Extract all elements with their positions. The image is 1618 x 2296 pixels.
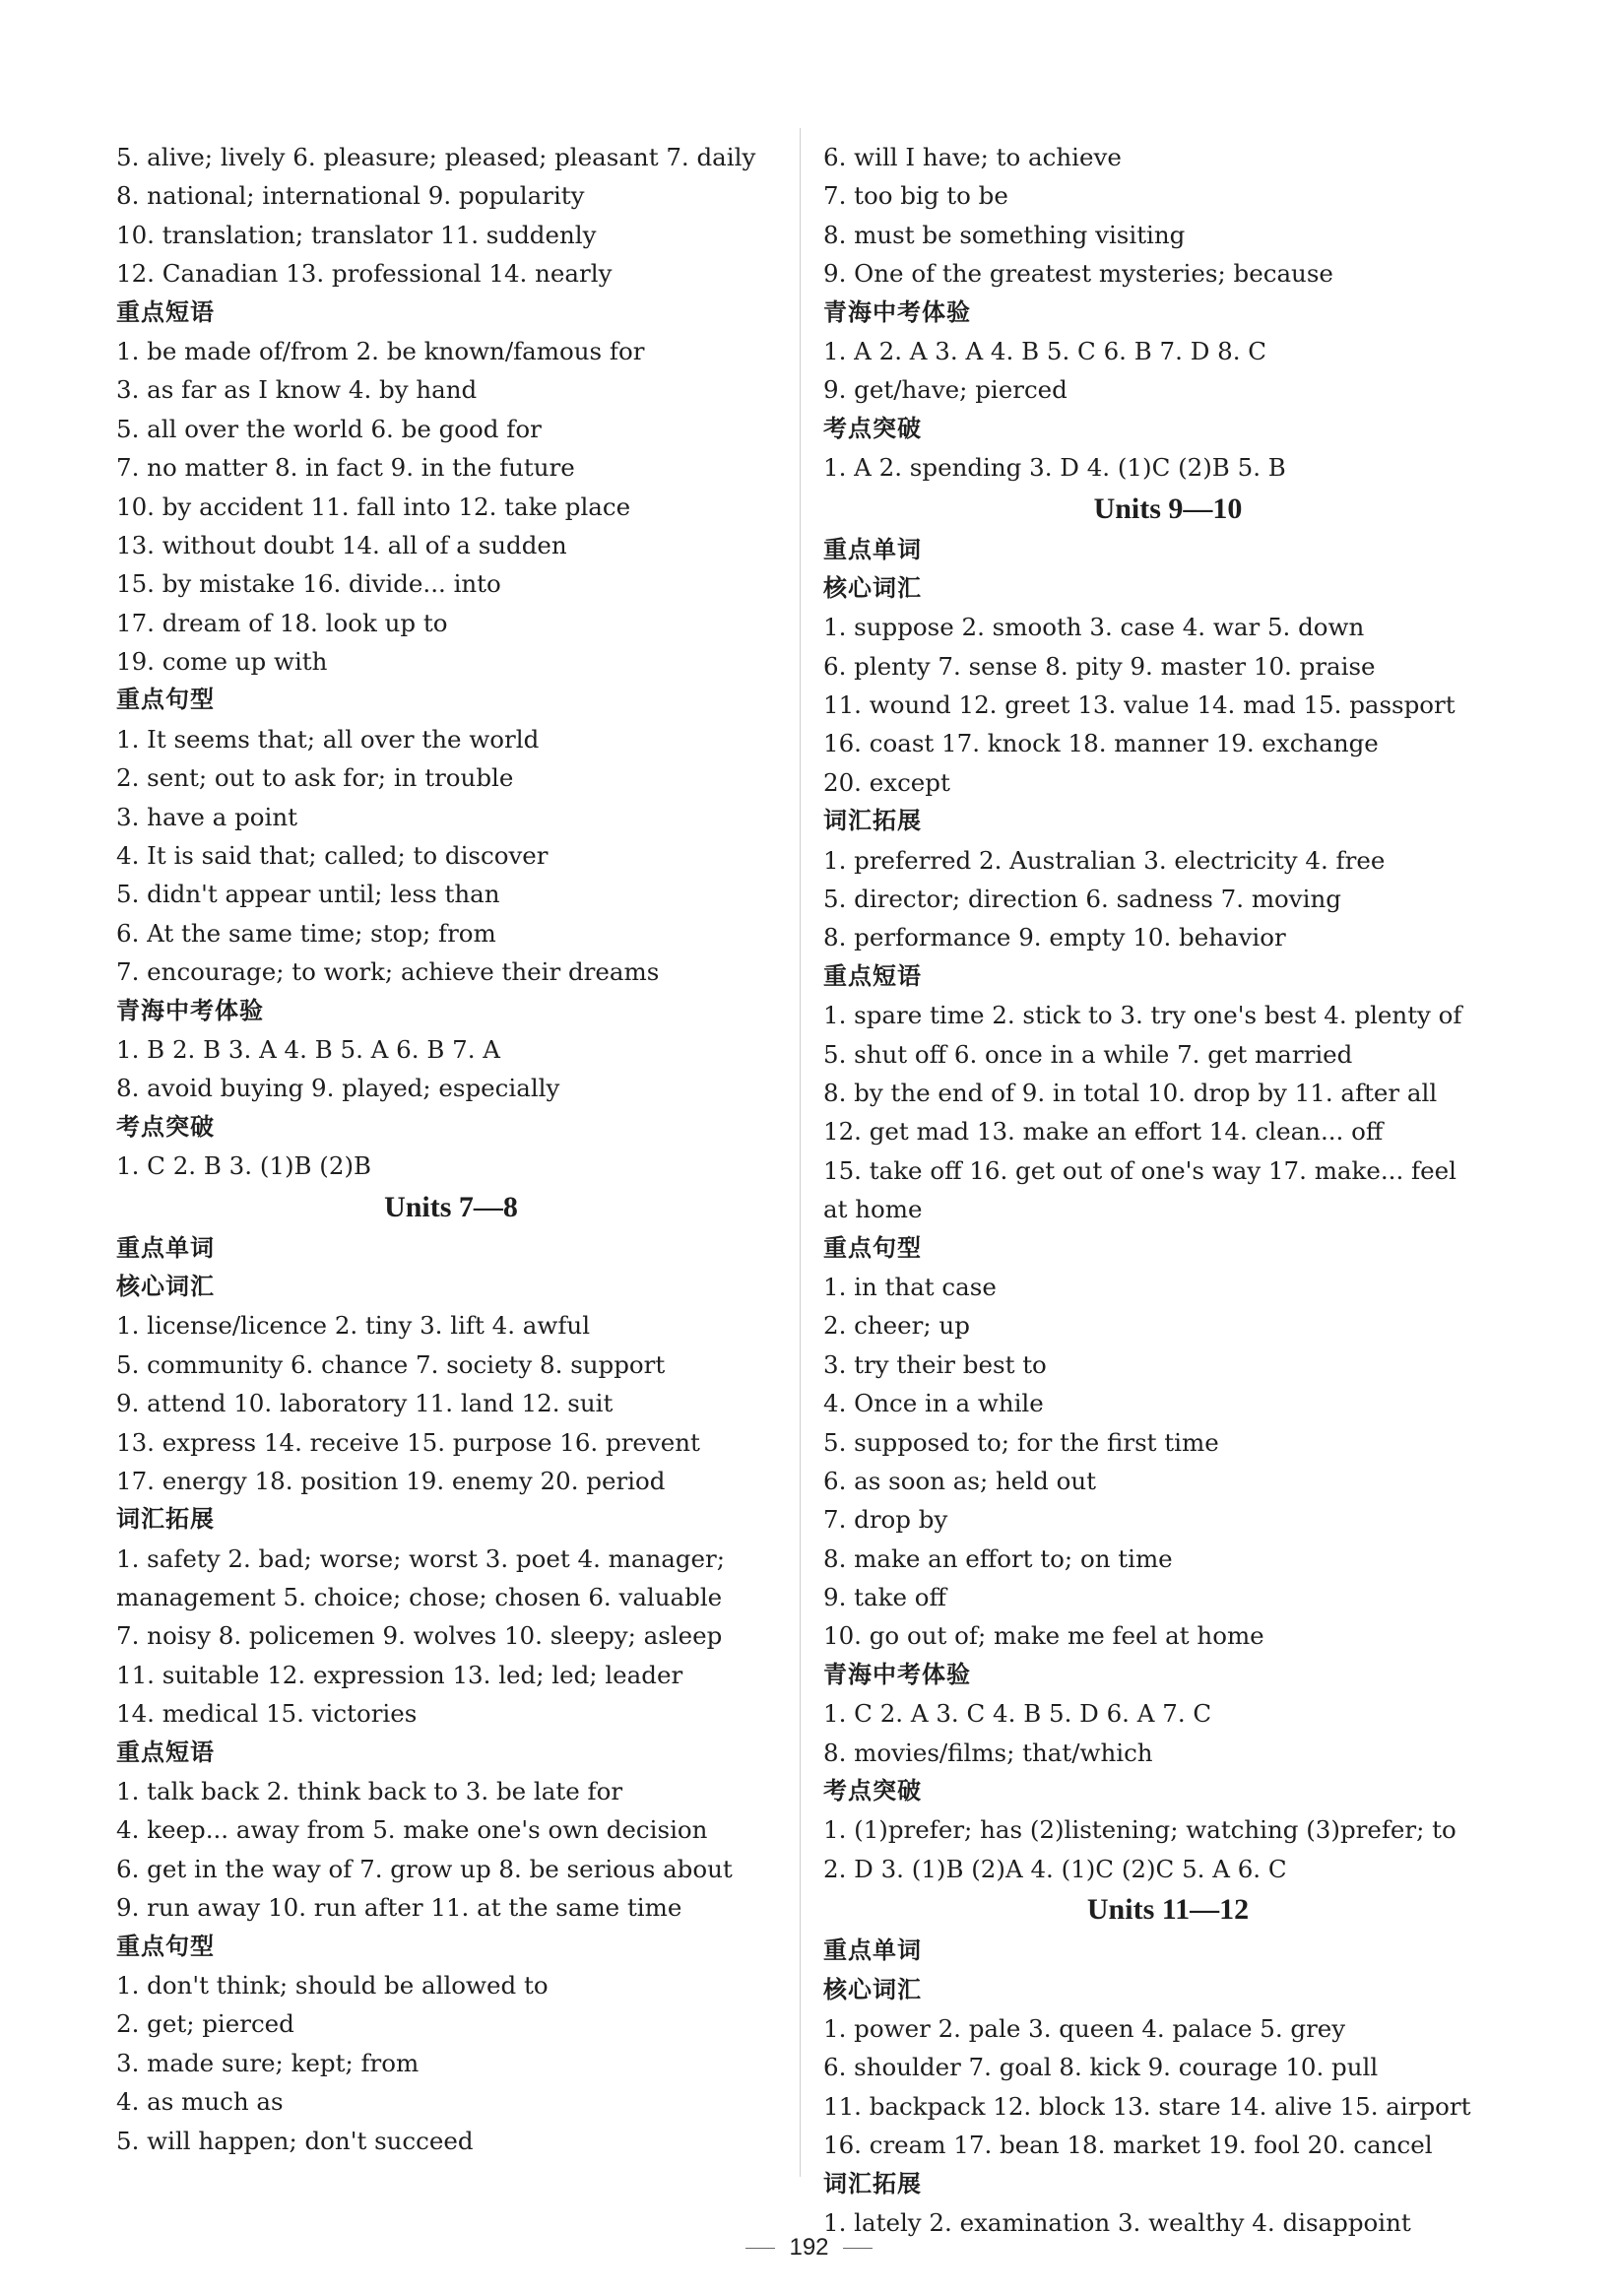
answer-line: 8. make an effort to; on time [823, 1543, 1173, 1573]
answer-line: 8. must be something visiting [823, 220, 1186, 249]
answer-line: 12. Canadian 13. professional 14. nearly [116, 259, 613, 289]
answer-line: 5. all over the world 6. be good for [116, 414, 542, 443]
answer-line: 11. suitable 12. expression 13. led; led; leader [116, 1660, 683, 1689]
answer-line: 6. plenty 7. sense 8. pity 9. master 10. praise [823, 651, 1376, 681]
answer-line: 12. get mad 13. make an effort 14. clean... off [823, 1117, 1384, 1147]
answer-line: 5. shut off 6. once in a while 7. get married [823, 1039, 1353, 1069]
answer-line: 16. cream 17. bean 18. market 19. fool 20. cancel [823, 2131, 1433, 2160]
answer-line: 1. A 2. A 3. A 4. B 5. C 6. B 7. D 8. C [823, 336, 1267, 365]
answer-line: 2. sent; out to ask for; in trouble [116, 763, 514, 793]
answer-line: 1. talk back 2. think back to 3. be late for [116, 1777, 623, 1806]
section-heading: 重点句型 [116, 1932, 215, 1960]
answer-line: 7. drop by [823, 1505, 948, 1535]
answer-line: at home [823, 1195, 923, 1224]
page-number-dash-right [843, 2248, 873, 2249]
answer-line: 7. too big to be [823, 181, 1008, 211]
answer-line: 9. attend 10. laboratory 11. land 12. suit [116, 1389, 614, 1418]
unit-title: Units 9—10 [1093, 492, 1243, 525]
answer-line: 4. as much as [116, 2087, 284, 2117]
section-heading: 重点单词 [116, 1233, 215, 1262]
section-heading: 考点突破 [116, 1112, 215, 1141]
answer-line: 1. spare time 2. stick to 3. try one's best 4. plenty of [823, 1001, 1462, 1030]
answer-line: 9. take off [823, 1583, 946, 1612]
answer-line: 1. (1)prefer; has (2)listening; watching (3)prefer; to [823, 1815, 1456, 1845]
answer-line: 13. without doubt 14. all of a sudden [116, 530, 567, 559]
section-heading: 考点突破 [823, 414, 922, 442]
answer-line: 14. medical 15. victories [116, 1699, 418, 1729]
answer-line: 13. express 14. receive 15. purpose 16. prevent [116, 1427, 700, 1457]
answer-line: 17. dream of 18. look up to [116, 608, 448, 637]
answer-line: 1. B 2. B 3. A 4. B 5. A 6. B 7. A [116, 1034, 500, 1064]
answer-line: 20. except [823, 767, 950, 797]
answer-line: 9. run away 10. run after 11. at the same time [116, 1893, 682, 1923]
answer-line: 1. preferred 2. Australian 3. electricity 4. free [823, 845, 1386, 875]
answer-line: 5. director; direction 6. sadness 7. moving [823, 885, 1341, 914]
answer-line: 9. get/have; pierced [823, 375, 1068, 405]
answer-line: 4. It is said that; called; to discover [116, 841, 549, 871]
answer-line: 7. no matter 8. in fact 9. in the future [116, 453, 575, 483]
answer-line: 2. D 3. (1)B (2)A 4. (1)C (2)C 5. A 6. C [823, 1854, 1287, 1883]
unit-title: Units 7—8 [384, 1190, 518, 1223]
answer-line: 6. get in the way of 7. grow up 8. be serious about [116, 1854, 733, 1883]
answer-line: 3. try their best to [823, 1349, 1047, 1379]
answer-line: 1. be made of/from 2. be known/famous for [116, 336, 645, 365]
answer-line: 1. It seems that; all over the world [116, 724, 540, 754]
answer-line: 1. lately 2. examination 3. wealthy 4. disappoint [823, 2207, 1411, 2237]
answer-line: 5. will happen; don't succeed [116, 2126, 474, 2155]
answer-line: 2. cheer; up [823, 1311, 970, 1341]
answer-line: 4. keep... away from 5. make one's own decision [116, 1815, 708, 1845]
unit-title: Units 11—12 [1086, 1893, 1250, 1927]
page-number [0, 2234, 1618, 2262]
answer-line: 3. have a point [116, 802, 297, 831]
section-heading: 词汇拓展 [823, 2169, 922, 2198]
section-heading: 词汇拓展 [823, 807, 922, 835]
answer-line: 1. license/licence 2. tiny 3. lift 4. awful [116, 1311, 591, 1341]
section-heading: 重点单词 [823, 535, 922, 563]
answer-line: 15. take off 16. get out of one's way 17. make... feel [823, 1155, 1456, 1185]
section-heading: 青海中考体验 [116, 996, 264, 1024]
answer-line: 17. energy 18. position 19. enemy 20. period [116, 1466, 666, 1495]
column-divider [800, 128, 801, 2177]
answer-line: 6. as soon as; held out [823, 1466, 1096, 1495]
section-heading: 重点短语 [116, 297, 215, 326]
answer-line: 3. made sure; kept; from [116, 2048, 420, 2077]
answer-line: 8. avoid buying 9. played; especially [116, 1074, 560, 1103]
section-heading: 青海中考体验 [823, 1660, 971, 1688]
section-heading: 核心词汇 [116, 1272, 215, 1300]
answer-line: 9. One of the greatest mysteries; because [823, 259, 1333, 289]
answer-line: 16. coast 17. knock 18. manner 19. exchange [823, 729, 1379, 758]
answer-line: 8. movies/films; that/which [823, 1738, 1153, 1767]
section-heading: 重点句型 [116, 686, 215, 714]
answer-line: 11. wound 12. greet 13. value 14. mad 15. passport [823, 690, 1456, 720]
answer-line: 5. alive; lively 6. pleasure; pleased; pleasant 7. daily [116, 143, 756, 171]
answer-line: 8. performance 9. empty 10. behavior [823, 923, 1286, 952]
answer-line: 6. shoulder 7. goal 8. kick 9. courage 10. pull [823, 2053, 1379, 2082]
section-heading: 青海中考体验 [823, 297, 971, 326]
page-number-dash-left [745, 2248, 775, 2249]
answer-line: 1. power 2. pale 3. queen 4. palace 5. grey [823, 2013, 1346, 2043]
section-heading: 重点句型 [823, 1233, 922, 1262]
answer-line: 7. noisy 8. policemen 9. wolves 10. sleepy; asleep [116, 1621, 723, 1651]
answer-line: 11. backpack 12. block 13. stare 14. alive 15. airport [823, 2091, 1471, 2121]
answer-line: 19. come up with [116, 647, 328, 677]
answer-line: 1. don't think; should be allowed to [116, 1970, 549, 2000]
page-number-text: 192 [789, 2234, 829, 2261]
answer-line: 2. get; pierced [116, 2009, 294, 2039]
section-heading: 重点短语 [116, 1738, 215, 1766]
answer-line: 8. national; international 9. popularity [116, 181, 585, 211]
answer-line: 1. in that case [823, 1272, 997, 1301]
answer-line: 1. C 2. A 3. C 4. B 5. D 6. A 7. C [823, 1699, 1212, 1729]
section-heading: 核心词汇 [823, 1975, 922, 2003]
section-heading: 重点短语 [823, 961, 922, 990]
answer-line: management 5. choice; chose; chosen 6. valuable [116, 1583, 723, 1612]
answer-line: 3. as far as I know 4. by hand [116, 375, 478, 405]
answer-line: 6. At the same time; stop; from [116, 918, 496, 948]
answer-line: 1. C 2. B 3. (1)B (2)B [116, 1151, 372, 1181]
section-heading: 考点突破 [823, 1777, 922, 1805]
answer-line: 5. community 6. chance 7. society 8. support [116, 1349, 666, 1379]
section-heading: 核心词汇 [823, 573, 922, 602]
answer-line: 1. suppose 2. smooth 3. case 4. war 5. down [823, 613, 1365, 642]
answer-line: 15. by mistake 16. divide... into [116, 569, 501, 599]
answer-line: 10. by accident 11. fall into 12. take place [116, 492, 631, 521]
answer-line: 7. encourage; to work; achieve their dreams [116, 957, 660, 987]
answer-line: 1. safety 2. bad; worse; worst 3. poet 4. manager; [116, 1543, 726, 1573]
right-column [823, 138, 1513, 2242]
section-heading: 词汇拓展 [116, 1505, 215, 1534]
section-heading: 重点单词 [823, 1936, 922, 1965]
answer-line: 10. go out of; make me feel at home [823, 1621, 1264, 1651]
answer-line: 1. A 2. spending 3. D 4. (1)C (2)B 5. B [823, 453, 1286, 483]
answer-line: 6. will I have; to achieve [823, 143, 1122, 171]
answer-line: 8. by the end of 9. in total 10. drop by 11. after all [823, 1078, 1438, 1107]
answer-line: 5. didn't appear until; less than [116, 880, 500, 909]
answer-line: 4. Once in a while [823, 1389, 1044, 1418]
answer-line: 10. translation; translator 11. suddenly [116, 220, 597, 249]
left-column [116, 138, 786, 2160]
answer-line: 5. supposed to; for the first time [823, 1427, 1219, 1457]
